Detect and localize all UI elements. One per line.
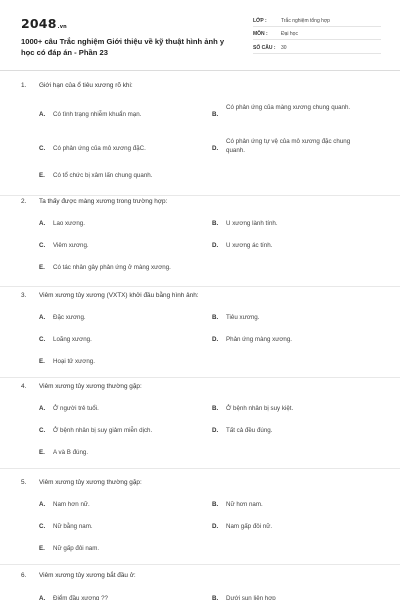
option-letter: A. <box>39 111 46 118</box>
option-text: Ở bệnh nhân bị suy giảm miễn dịch. <box>53 427 153 434</box>
option-c[interactable] <box>39 144 199 153</box>
option-text: Có tình trạng nhiễm khuẩn mạn. <box>53 111 142 118</box>
question-text <box>21 383 142 390</box>
option-d[interactable] <box>212 241 367 250</box>
option-e[interactable] <box>39 544 339 553</box>
option-e[interactable] <box>39 357 339 366</box>
option-letter: D. <box>212 242 219 249</box>
header-divider <box>0 70 400 71</box>
option-text: A và B đúng. <box>53 449 89 456</box>
question-stem: Viêm xương tủy xương bắt đầu ở: <box>39 572 136 579</box>
meta-label: SỐ CÂU : <box>253 44 276 51</box>
option-letter: B. <box>212 314 219 321</box>
option-a[interactable] <box>39 594 199 600</box>
question-number: 4. <box>21 383 27 390</box>
option-b[interactable] <box>212 219 367 228</box>
question-divider <box>0 377 400 378</box>
option-letter: A. <box>39 314 46 321</box>
option-e[interactable] <box>39 263 339 272</box>
option-text: Nam hơn nữ. <box>53 501 90 508</box>
option-b[interactable] <box>212 103 367 118</box>
option-letter: C. <box>39 523 46 530</box>
option-letter: B. <box>212 111 219 118</box>
option-text: Lao xương. <box>53 220 85 227</box>
option-letter: E. <box>39 545 45 552</box>
option-d[interactable] <box>212 426 367 435</box>
question-stem: Viêm xương tủy xương thường gặp: <box>39 383 142 390</box>
meta-value: Đại học <box>281 31 298 37</box>
question-divider <box>0 468 400 469</box>
question-stem: Viêm xương tủy xương thường gặp: <box>39 479 142 486</box>
option-a[interactable] <box>39 500 199 509</box>
option-a[interactable] <box>39 313 199 322</box>
option-b[interactable] <box>212 594 367 600</box>
option-text: Phản ứng màng xương. <box>226 336 293 343</box>
document-header <box>0 0 400 70</box>
option-c[interactable] <box>39 241 199 250</box>
option-text: Dưới sụn liên hợp <box>226 595 276 600</box>
option-a[interactable] <box>39 110 199 119</box>
option-letter: E. <box>39 172 45 179</box>
option-d[interactable] <box>212 137 367 155</box>
option-letter: C. <box>39 336 46 343</box>
logo-text: 2048 <box>21 16 57 31</box>
option-text: Nữ hơn nam. <box>226 501 263 508</box>
meta-value: Trắc nghiệm tổng hợp <box>281 17 330 24</box>
question-number: 6. <box>21 572 27 579</box>
option-letter: A. <box>39 405 46 412</box>
option-text: Điểm đầu xương ?? <box>53 595 108 600</box>
option-text: Đặc xương. <box>53 314 86 321</box>
option-letter: D. <box>212 523 219 530</box>
option-letter: B. <box>212 220 219 227</box>
option-b[interactable] <box>212 404 367 413</box>
option-letter: B. <box>212 405 219 412</box>
option-text: Viêm xương. <box>53 242 89 249</box>
option-letter: E. <box>39 264 45 271</box>
option-b[interactable] <box>212 500 367 509</box>
question-stem: Giới hạn của ổ tiêu xương rõ khi: <box>39 82 133 89</box>
meta-value: 30 <box>281 44 287 51</box>
option-d[interactable] <box>212 335 367 344</box>
meta-row-count <box>253 41 381 54</box>
meta-row-subject <box>253 28 381 41</box>
option-letter: C. <box>39 145 46 152</box>
option-text: Ở bệnh nhân bị suy kiệt. <box>226 405 294 412</box>
question-text <box>21 82 133 89</box>
option-letter: A. <box>39 595 46 600</box>
option-letter: E. <box>39 358 45 365</box>
option-e[interactable] <box>39 171 339 180</box>
option-letter: A. <box>39 501 46 508</box>
question-text <box>21 572 136 579</box>
question-text <box>21 479 142 486</box>
question-stem: Ta thấy được màng xương trong trường hợp: <box>39 198 168 205</box>
option-e[interactable] <box>39 448 339 457</box>
question-text <box>21 198 167 205</box>
option-c[interactable] <box>39 522 199 531</box>
option-d[interactable] <box>212 522 367 531</box>
option-letter: B. <box>212 595 219 600</box>
option-letter: D. <box>212 336 219 343</box>
question-divider <box>0 195 400 196</box>
logo-tld: .vn <box>57 24 67 30</box>
option-text: Có phản ứng của màng xương chung quanh. <box>226 104 351 111</box>
option-letter: C. <box>39 242 46 249</box>
question-text <box>21 292 199 299</box>
question-stem: Viêm xương tủy xương (VXTX) khởi đầu bằng hình ảnh: <box>39 292 199 299</box>
option-text: U xương ác tính. <box>226 242 273 249</box>
option-text: Hoại tử xương. <box>53 358 95 365</box>
option-c[interactable] <box>39 335 199 344</box>
option-text: Ở người trẻ tuổi. <box>53 405 99 412</box>
option-letter: E. <box>39 449 45 456</box>
option-text: Nữ gấp đôi nam. <box>53 545 100 552</box>
option-text: Loãng xương. <box>53 336 92 343</box>
option-text: Có tác nhân gây phản ứng ở màng xương. <box>53 264 171 271</box>
meta-row-class <box>253 14 381 27</box>
option-text: Có tổ chức bị xâm lấn chung quanh. <box>53 172 153 179</box>
option-letter: A. <box>39 220 46 227</box>
question-number: 5. <box>21 479 27 486</box>
option-text: Có phản ứng tự vệ của mô xương đặc chung quanh. <box>226 138 351 154</box>
question-divider <box>0 286 400 287</box>
option-letter: D. <box>212 145 219 152</box>
option-a[interactable] <box>39 219 199 228</box>
document-title: 1000+ câu Trắc nghiệm Giới thiệu về kỹ thuật hình ảnh y học có đáp án - Phần 23 <box>21 37 225 57</box>
question-number: 3. <box>21 292 27 299</box>
question-number: 2. <box>21 198 27 205</box>
question-divider <box>0 564 400 565</box>
option-c[interactable] <box>39 426 199 435</box>
option-text: Tiêu xương. <box>226 314 260 321</box>
document-meta <box>253 14 381 55</box>
option-a[interactable] <box>39 404 199 413</box>
option-letter: D. <box>212 427 219 434</box>
question-number: 1. <box>21 82 27 89</box>
option-text: Tất cả đều đúng. <box>226 427 273 434</box>
option-b[interactable] <box>212 313 367 322</box>
option-text: Có phản ứng của mô xương đặC. <box>53 145 146 152</box>
meta-label: LỚP : <box>253 17 267 24</box>
option-text: U xương lành tính. <box>226 220 278 227</box>
option-text: Nữ bằng nam. <box>53 523 93 530</box>
option-letter: B. <box>212 501 219 508</box>
meta-label: MÔN : <box>253 31 268 37</box>
option-text: Nam gấp đôi nữ. <box>226 523 273 530</box>
option-letter: C. <box>39 427 46 434</box>
